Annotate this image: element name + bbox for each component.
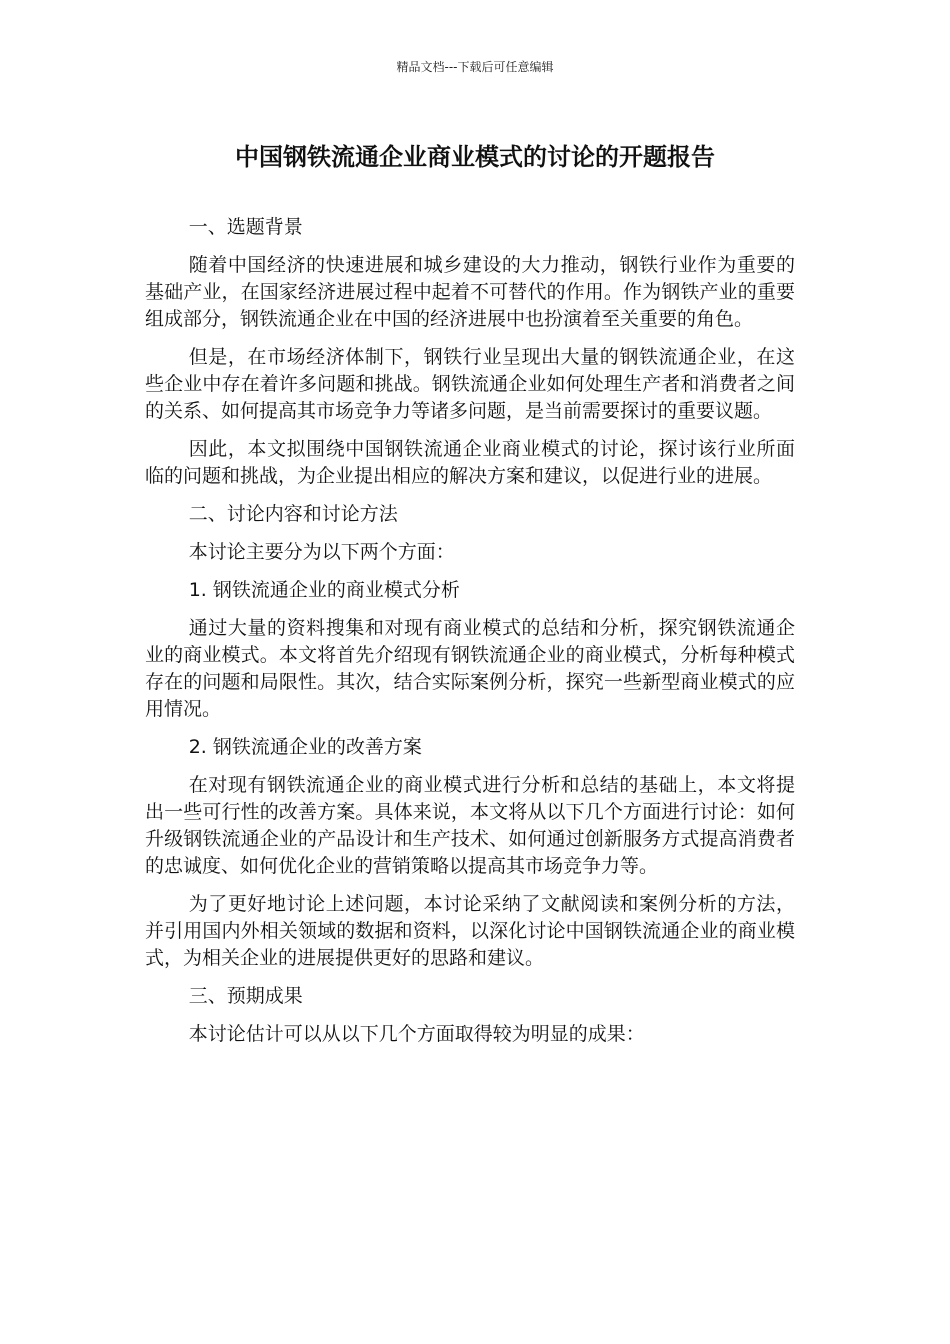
section-heading-background: 一、选题背景 xyxy=(188,216,303,238)
subheading-improvement-plan: 2. 钢铁流通企业的改善方案 xyxy=(188,736,422,758)
document-title: 中国钢铁流通企业商业模式的讨论的开题报告 xyxy=(235,143,715,171)
paragraph-content-intro: 本讨论主要分为以下两个方面： xyxy=(188,541,455,563)
paragraph-business-model-analysis: 通过大量的资料搜集和对现有商业模式的总结和分析，探究钢铁流通企业的商业模式。本文将首先介绍现有钢铁流通企业的商业模式，分析每种模式存在的问题和局限性。其次，结合实际案例分析，探究一些新型商业模式的应用情况。 xyxy=(145,617,795,720)
header-note: 精品文档---下载后可任意编辑 xyxy=(396,60,554,74)
subheading-business-model-analysis: 1. 钢铁流通企业的商业模式分析 xyxy=(188,579,460,601)
section-heading-expected-results: 三、预期成果 xyxy=(188,985,303,1007)
document-body xyxy=(145,214,795,1059)
paragraph-background-1: 随着中国经济的快速进展和城乡建设的大力推动，钢铁行业作为重要的基础产业，在国家经济进展过程中起着不可替代的作用。作为钢铁产业的重要组成部分，钢铁流通企业在中国的经济进展中也扮演着至关重要的角色。 xyxy=(145,254,795,330)
paragraph-background-3: 因此，本文拟围绕中国钢铁流通企业商业模式的讨论，探讨该行业所面临的问题和挑战，为企业提出相应的解决方案和建议，以促进行业的进展。 xyxy=(145,438,795,487)
paragraph-improvement-plan: 在对现有钢铁流通企业的商业模式进行分析和总结的基础上，本文将提出一些可行性的改善方案。具体来说，本文将从以下几个方面进行讨论：如何升级钢铁流通企业的产品设计和生产技术、如何通过创新服务方式提高消费者的忠诚度、如何优化企业的营销策略以提高其市场竞争力等。 xyxy=(145,774,795,877)
section-heading-content-method: 二、讨论内容和讨论方法 xyxy=(188,503,398,525)
paragraph-method: 为了更好地讨论上述问题，本讨论采纳了文献阅读和案例分析的方法，并引用国内外相关领域的数据和资料，以深化讨论中国钢铁流通企业的商业模式，为相关企业的进展提供更好的思路和建议。 xyxy=(145,893,795,969)
paragraph-background-2: 但是，在市场经济体制下，钢铁行业呈现出大量的钢铁流通企业，在这些企业中存在着许多问题和挑战。钢铁流通企业如何处理生产者和消费者之间的关系、如何提高其市场竞争力等诸多问题，是当前需要探讨的重要议题。 xyxy=(145,346,795,422)
paragraph-expected-results: 本讨论估计可以从以下几个方面取得较为明显的成果： xyxy=(188,1023,645,1045)
